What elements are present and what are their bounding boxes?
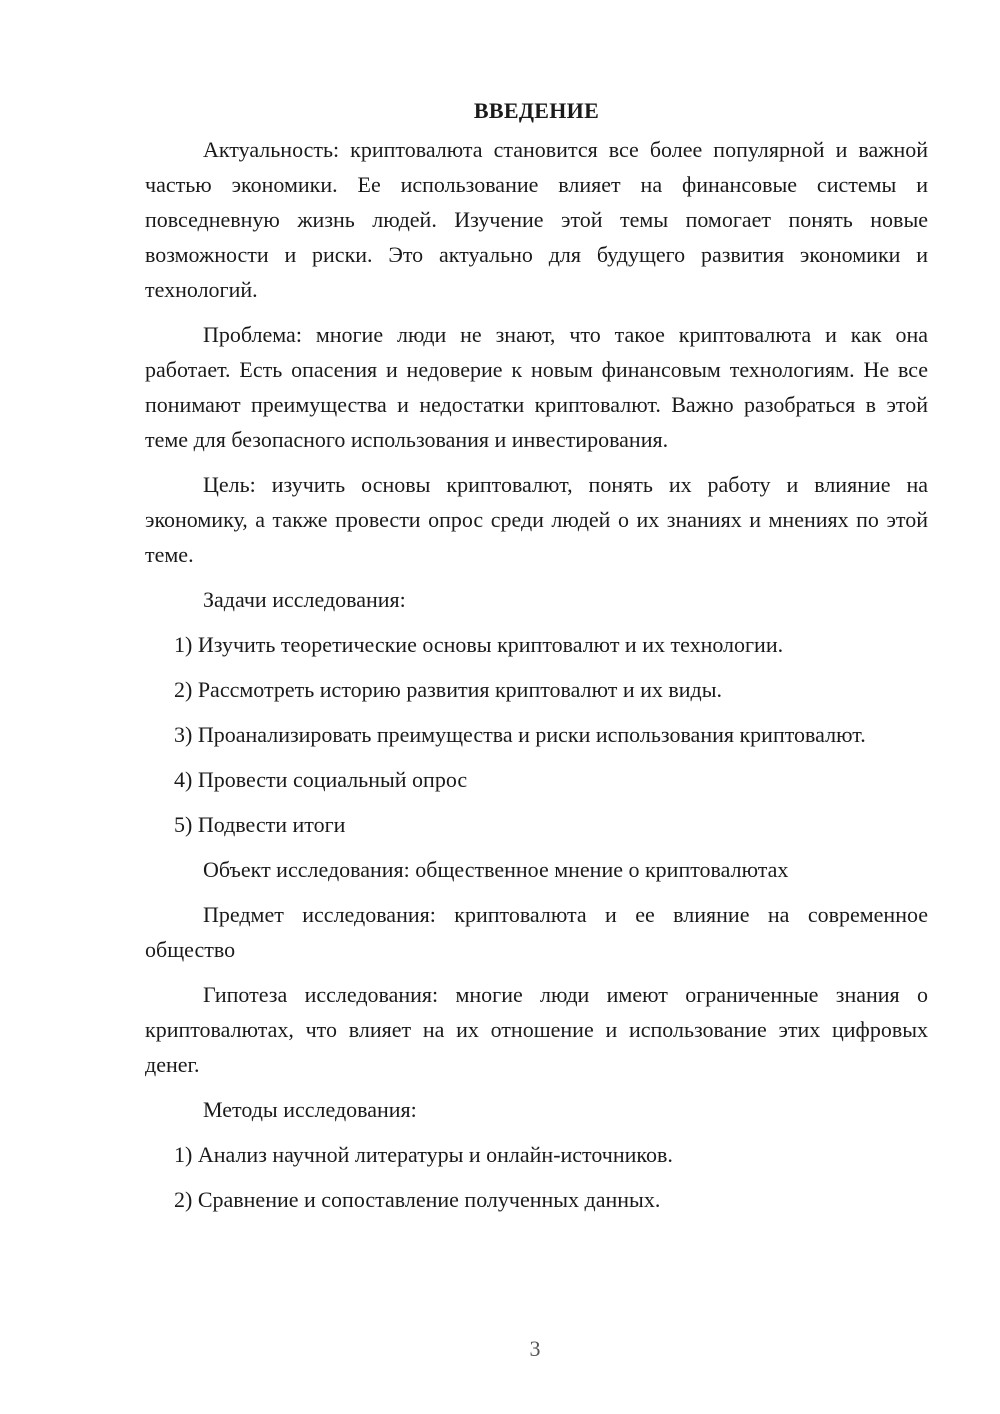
task-item: 5) Подвести итоги	[174, 812, 346, 837]
task-item: 4) Провести социальный опрос	[174, 767, 468, 792]
method-item: 1) Анализ научной литературы и онлайн-источников.	[174, 1142, 673, 1167]
object-paragraph: Объект исследования: общественное мнение о криптовалютах	[203, 857, 789, 882]
task-item: 3) Проанализировать преимущества и риски использования криптовалют.	[174, 722, 866, 747]
page-title: ВВЕДЕНИЕ	[473, 98, 600, 123]
page-number: 3	[529, 1336, 541, 1361]
hypothesis-paragraph: Гипотеза исследования: многие люди имеют ограниченные знания о криптовалютах, что влияет на их отношение и использование этих цифровых денег.	[145, 982, 928, 1077]
problem-paragraph: Проблема: многие люди не знают, что такое криптовалюта и как она работает. Есть опасения и недоверие к новым финансовым технологиям. Не все понимают преимущества и недостатки криптовалют. Важно разобраться в этой теме для безопасного использования и инвестирования.	[145, 322, 928, 452]
task-item: 1) Изучить теоретические основы криптовалют и их технологии.	[174, 632, 784, 657]
tasks-heading: Задачи исследования:	[203, 587, 406, 612]
task-item: 2) Рассмотреть историю развития криптовалют и их виды.	[174, 677, 723, 702]
goal-paragraph: Цель: изучить основы криптовалют, понять их работу и влияние на экономику, а также провести опрос среди людей о их знаниях и мнениях по этой теме.	[145, 472, 928, 567]
subject-paragraph: Предмет исследования: криптовалюта и ее влияние на современное общество	[145, 902, 928, 962]
relevance-paragraph: Актуальность: криптовалюта становится все более популярной и важной частью экономики. Ее использование влияет на финансовые системы и повседневную жизнь людей. Изучение этой темы помогает понять новые возможности и риски. Это актуально для будущего развития экономики и технологий.	[145, 137, 928, 302]
page-content	[145, 96, 928, 1227]
method-item: 2) Сравнение и сопоставление полученных данных.	[174, 1187, 661, 1212]
methods-heading: Методы исследования:	[203, 1097, 417, 1122]
